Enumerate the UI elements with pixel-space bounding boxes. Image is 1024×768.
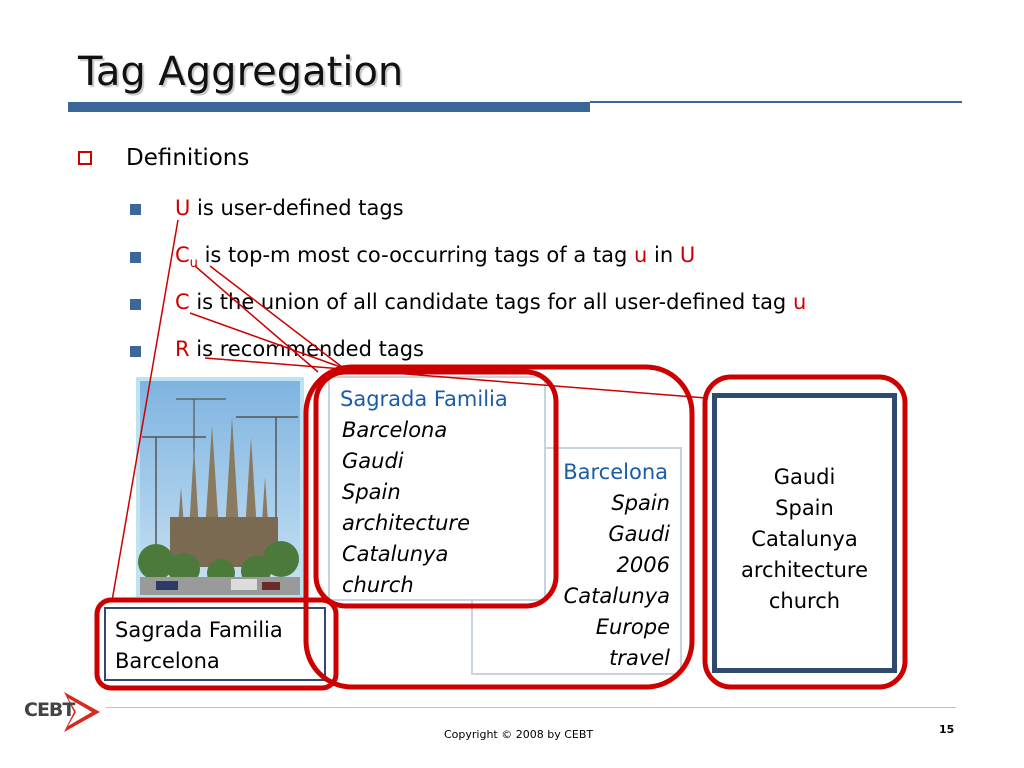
user-tag-item: Sagrada Familia (115, 618, 283, 642)
symbol-U: U (679, 243, 696, 267)
slide-title: Tag Aggregation (78, 49, 404, 95)
footer-rule (106, 707, 956, 708)
tag-item: Europe (595, 615, 670, 639)
def-r-text: is recommended tags (189, 337, 424, 361)
connector-U (112, 220, 178, 601)
tag-item: 2006 (616, 553, 670, 577)
tag-item: Spain (342, 480, 401, 504)
highlight-user-tags (97, 600, 336, 688)
bullet-definitions: Definitions (126, 145, 250, 171)
connector-c (190, 313, 360, 374)
page-number: 15 (939, 723, 955, 736)
tag-item: Catalunya (563, 584, 670, 608)
tag-item: Gaudi (342, 449, 404, 473)
tag-item: travel (609, 646, 670, 670)
tag-item: Gaudi (608, 522, 670, 546)
connector-cu-1 (195, 266, 318, 372)
logo-text: CEBT (24, 699, 75, 721)
tag-item: Spain (611, 491, 670, 515)
highlight-r (705, 377, 905, 687)
recommended-tag: Catalunya (751, 527, 858, 551)
tag-item: architecture (342, 511, 470, 535)
connector-cu-2 (210, 266, 346, 370)
symbol-u: u (792, 290, 807, 314)
recommended-tag: architecture (740, 558, 869, 582)
symbol-R: R (175, 337, 190, 361)
user-tag-item: Barcelona (115, 649, 220, 673)
tag-item: Barcelona (342, 418, 448, 442)
recommended-tag: Gaudi (773, 465, 836, 489)
highlight-cu (316, 372, 556, 606)
def-u-text: is user-defined tags (190, 196, 404, 220)
recommended-tag: Spain (775, 496, 834, 520)
symbol-u: u (634, 243, 648, 267)
cebt-logo (24, 690, 102, 734)
symbol-C: C (175, 290, 190, 314)
symbol-C: C (175, 243, 190, 267)
cooccur-head-sagrada: Sagrada Familia (340, 387, 508, 411)
def-cu-text-a: is top-m most co-occurring tags of a tag (197, 243, 634, 267)
symbol-U: U (175, 196, 191, 220)
tag-item: church (342, 573, 414, 597)
highlight-c (306, 367, 692, 687)
subscript-u: u (189, 256, 198, 272)
def-c-text: is the union of all candidate tags for all user-defined tag (189, 290, 793, 314)
def-cu-text-b: in (647, 243, 680, 267)
tag-item: Catalunya (342, 542, 449, 566)
copyright-text: Copyright © 2008 by CEBT (444, 728, 594, 741)
cooccur-head-barcelona: Barcelona (563, 460, 668, 484)
connector-r (205, 358, 706, 398)
recommended-tag: church (768, 589, 841, 613)
